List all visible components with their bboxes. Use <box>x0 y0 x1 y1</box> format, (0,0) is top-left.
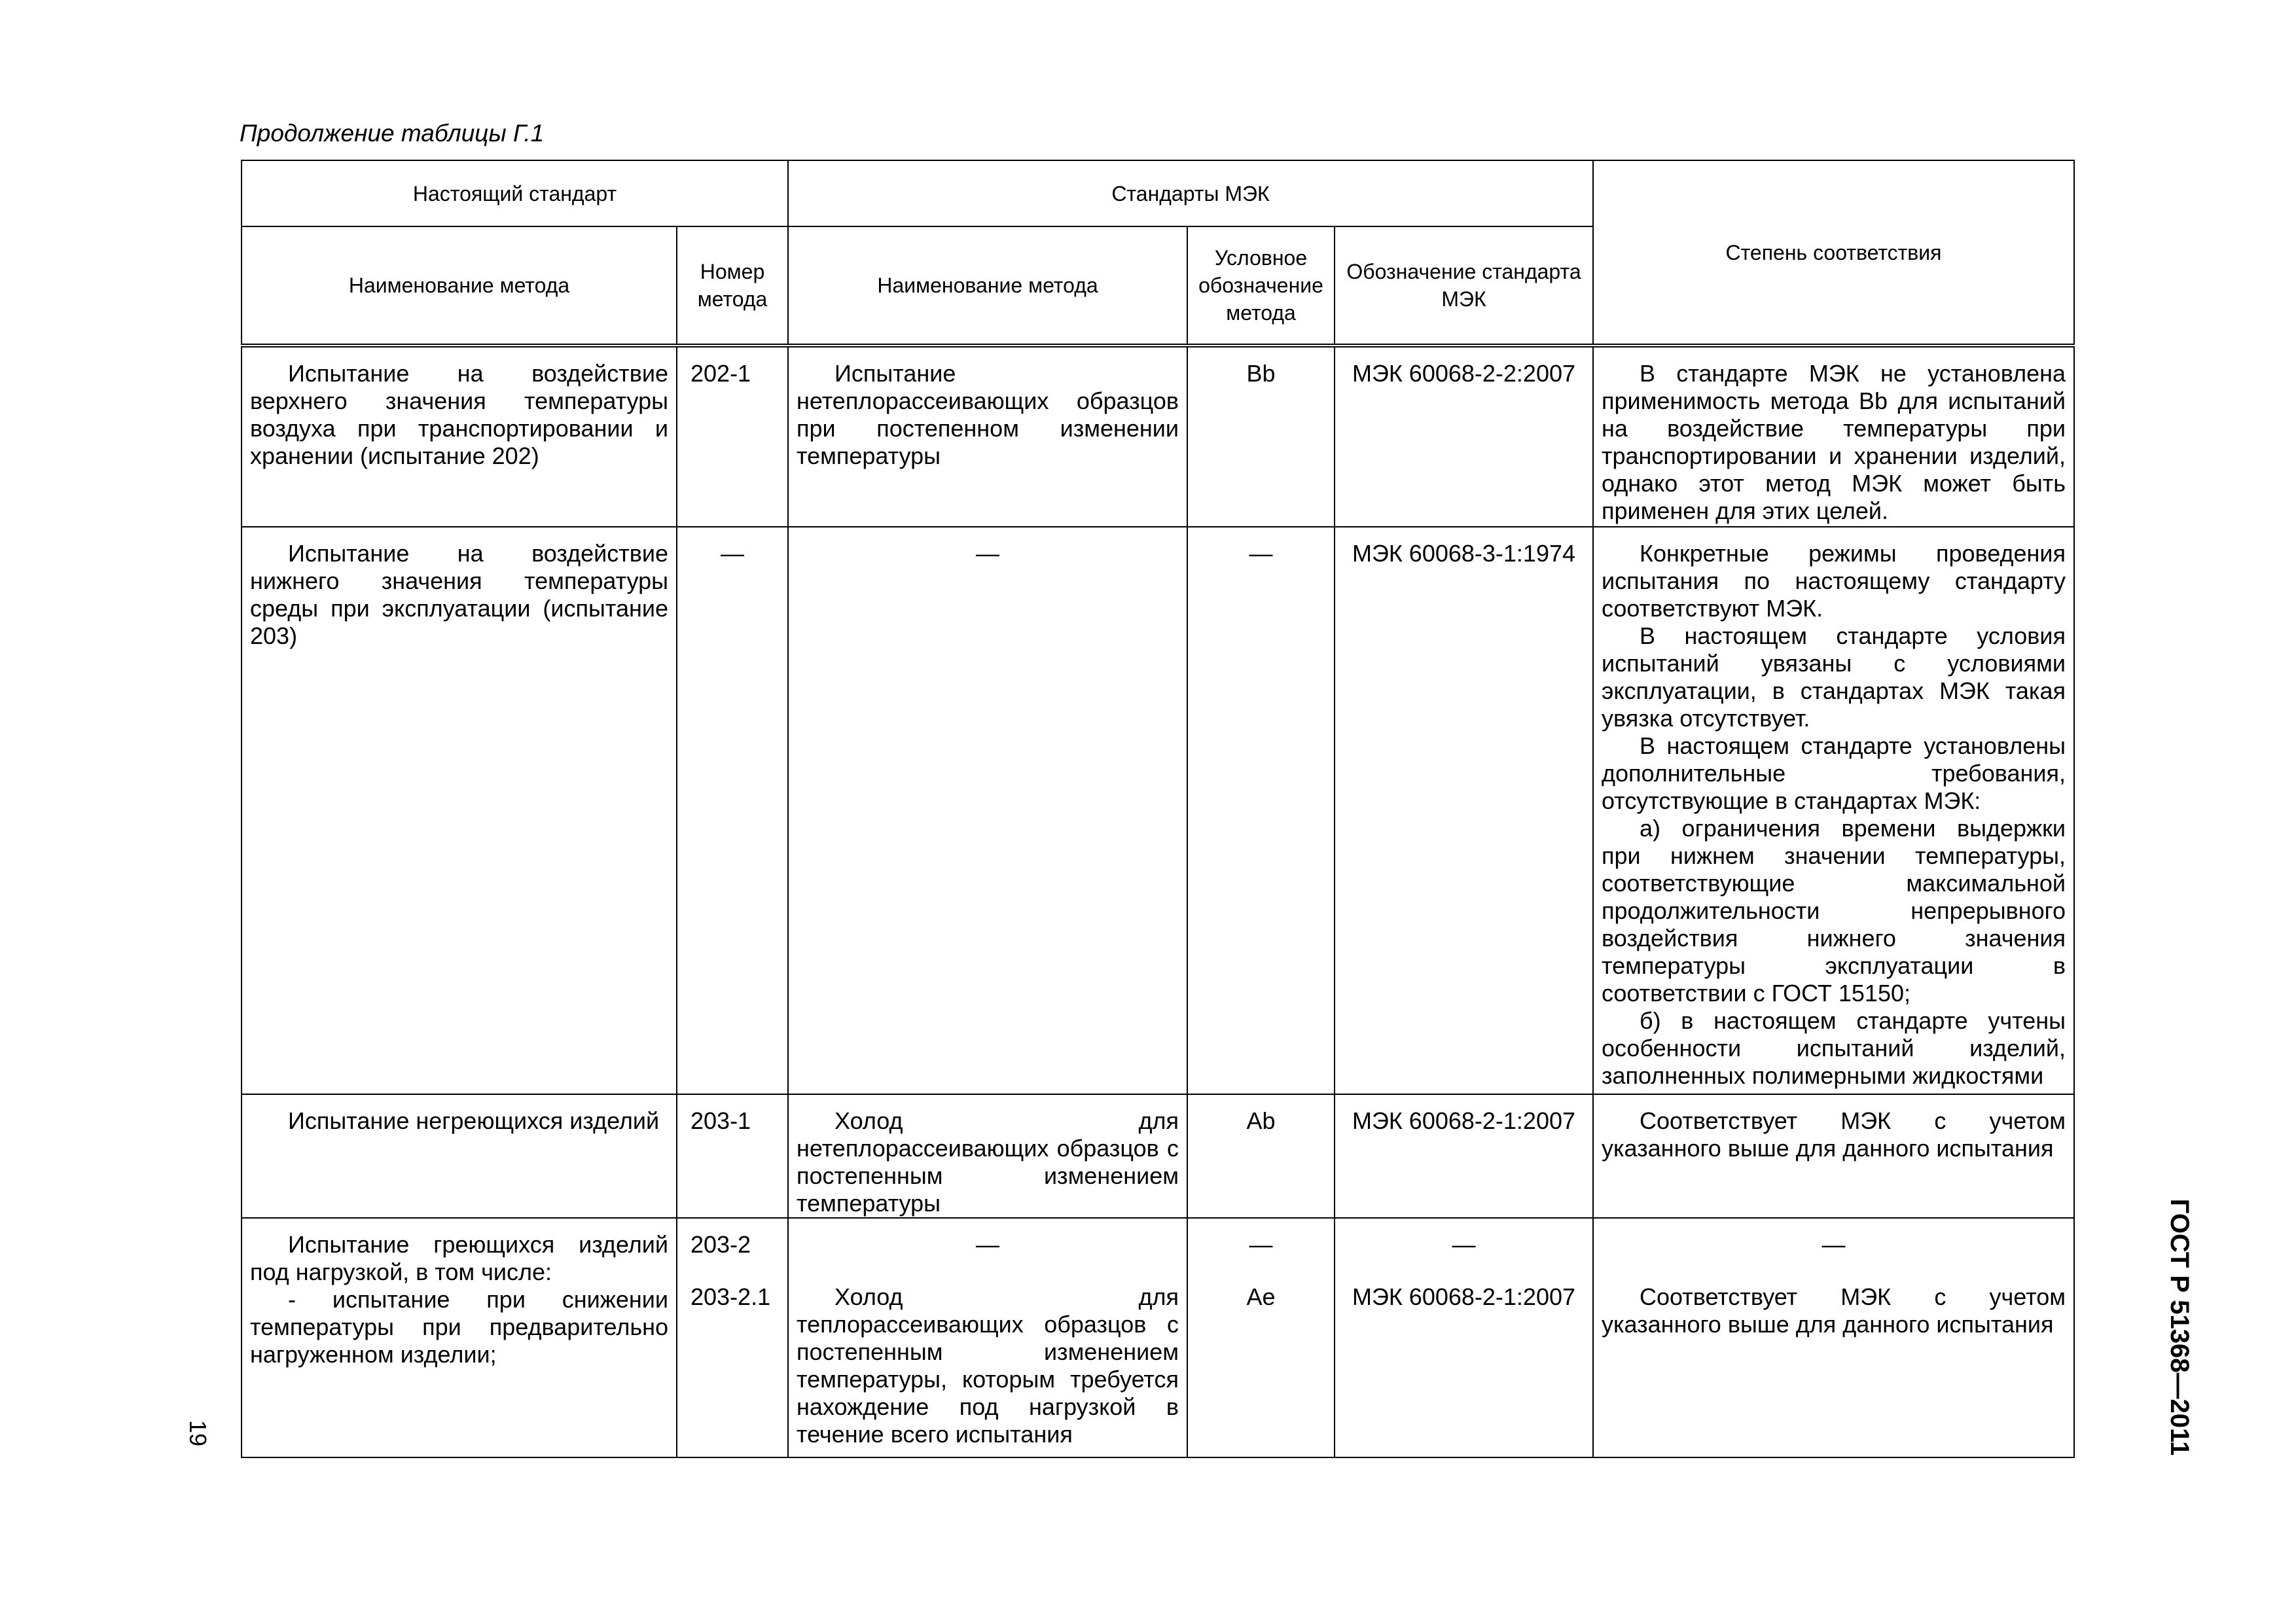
cell-iec-method-name: Испытание нетеплорассеивающих образцов при постепенном изменении температуры <box>788 346 1187 527</box>
table-row <box>242 346 2074 527</box>
header-compliance: Степень соответствия <box>1593 160 2074 346</box>
sub-iec-standard: МЭК 60068-2-1:2007 <box>1352 1283 1576 1310</box>
header-conventional-designation: Условное обозначение метода <box>1187 226 1335 346</box>
header-method-number: Номер метода <box>677 226 788 346</box>
cell-compliance: В стандарте МЭК не установлена применимость метода Bb для испытаний на воздействие температуры при транспортировании и хранении изделий, однако этот метод МЭК может быть применен для этих целей. <box>1593 346 2074 527</box>
sub-method-number: 203-2.1 <box>691 1283 771 1310</box>
cell-designation: — <box>1187 527 1335 1094</box>
header-iec-standard-designation: Обозначение стандарта МЭК <box>1335 226 1593 346</box>
cell-iec-method-name: Холод для нетеплорассеивающих образцов с постепенным изменением температуры <box>788 1094 1187 1218</box>
cell-iec-standard: — МЭК 60068-2-1:2007 <box>1335 1218 1593 1457</box>
cell-designation: Bb <box>1187 346 1335 527</box>
cell-compliance: Конкретные режимы проведения испытания по настоящему стандарту соответствуют МЭК. В настоящем стандарте условия испытаний увязаны с условиями эксплуатации, в стандартах МЭК такая увязка отсутствует. В настоящем стандарте установлены дополнительные требования, отсутствующие в стандартах МЭК: а) ограничения времени выдержки при нижнем значении температуры, соответствующие максимальной продолжительности непрерывного воздействия нижнего значения температуры эксплуатации в соответствии с ГОСТ 15150; б) в настоящем стандарте учтены особенности испытаний изделий, заполненных полимерными жидкостями <box>1593 527 2074 1094</box>
cell-designation: — Ae <box>1187 1218 1335 1457</box>
cell-method-number: 202-1 <box>677 346 788 527</box>
header-iec-standards: Стандарты МЭК <box>788 160 1593 226</box>
cell-method-number: — <box>677 527 788 1094</box>
sub-designation: Ae <box>1246 1283 1276 1310</box>
cell-designation: Ab <box>1187 1094 1335 1218</box>
table-caption: Продолжение таблицы Г.1 <box>240 120 545 147</box>
cell-iec-method-name: — Холод для теплорассеивающих образцов с постепенным изменением температуры, которым требуется нахождение под нагрузкой в течение всего испытания <box>788 1218 1187 1457</box>
table-row <box>242 1094 2074 1218</box>
cell-method-name: Испытание на воздействие нижнего значения температуры среды при эксплуатации (испытание 203) <box>242 527 677 1094</box>
table-row <box>242 527 2074 1094</box>
cell-compliance: — Соответствует МЭК с учетом указанного выше для данного испытания <box>1593 1218 2074 1457</box>
cell-method-name: Испытание на воздействие верхнего значения температуры воздуха при транспортировании и хранении (испытание 202) <box>242 346 677 527</box>
cell-method-number: 203-1 <box>677 1094 788 1218</box>
header-method-name: Наименование метода <box>242 226 677 346</box>
table-row <box>242 1218 2074 1457</box>
cell-iec-standard: МЭК 60068-2-2:2007 <box>1335 346 1593 527</box>
sub-method-name: - испытание при снижении температуры при предварительно нагруженном изделии; <box>250 1286 668 1368</box>
sub-iec-method-name: Холод для теплорассеивающих образцов с постепенным изменением температуры, которым требуется нахождение под нагрузкой в течение всего испытания <box>797 1283 1179 1448</box>
cell-method-number: 203-2 203-2.1 <box>677 1218 788 1457</box>
cell-iec-standard: МЭК 60068-3-1:1974 <box>1335 527 1593 1094</box>
sub-compliance: Соответствует МЭК с учетом указанного выше для данного испытания <box>1602 1283 2066 1338</box>
header-iec-method-name: Наименование метода <box>788 226 1187 346</box>
cell-iec-standard: МЭК 60068-2-1:2007 <box>1335 1094 1593 1218</box>
cell-compliance: Соответствует МЭК с учетом указанного выше для данного испытания <box>1593 1094 2074 1218</box>
page-number: 19 <box>185 1419 211 1447</box>
comparison-table <box>241 160 2075 1458</box>
cell-method-name: Испытание негреющихся изделий <box>242 1094 677 1218</box>
cell-method-name: Испытание греющихся изделий под нагрузкой, в том числе: - испытание при снижении температуры при предварительно нагруженном изделии; <box>242 1218 677 1457</box>
header-national-standard: Настоящий стандарт <box>242 160 788 226</box>
cell-iec-method-name: — <box>788 527 1187 1094</box>
document-title: ГОСТ Р 51368—2011 <box>2165 1198 2194 1456</box>
